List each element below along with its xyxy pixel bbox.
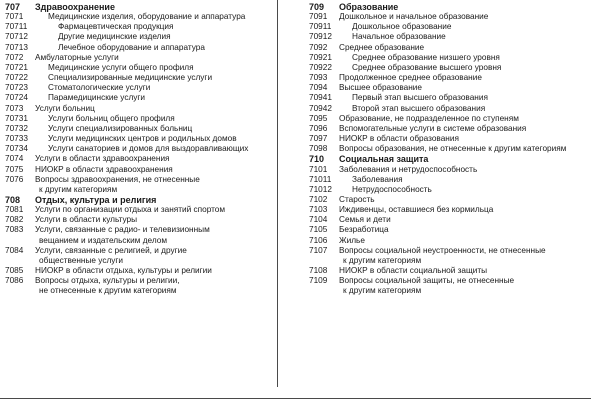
row-label: Первый этап высшего образования: [352, 93, 488, 103]
row-code: 71011: [309, 174, 332, 184]
classification-row: [5, 154, 273, 164]
classification-row: [5, 93, 273, 103]
classification-row: [5, 225, 273, 235]
row-code: 70922: [309, 62, 332, 72]
row-label: Отдых, культура и религия: [35, 194, 157, 205]
row-continuation: [5, 286, 273, 296]
row-code: 7102: [309, 194, 328, 204]
row-label: Иждивенцы, оставшиеся без кормильца: [339, 205, 494, 215]
classification-row: [309, 73, 591, 83]
row-code: 7095: [309, 113, 328, 123]
row-code: 7071: [5, 12, 24, 22]
row-label: Услуги, связанные с радио- и телевизионным: [35, 225, 210, 235]
row-code: 70941: [309, 93, 332, 103]
row-code: 70713: [5, 42, 28, 52]
section-heading: [309, 2, 591, 12]
classification-row: [309, 165, 591, 175]
row-label: вещанием и издательским делом: [39, 235, 168, 245]
classification-row: [309, 144, 591, 154]
row-label: Услуги в области культуры: [35, 215, 138, 225]
row-code: 7105: [309, 225, 328, 235]
row-code: [5, 286, 35, 296]
row-code: 7073: [5, 103, 24, 113]
row-code: 7074: [5, 154, 24, 164]
row-code: 7075: [5, 164, 24, 174]
right-column: [309, 2, 591, 297]
classification-row: [5, 83, 273, 93]
row-code: 70942: [309, 103, 332, 113]
row-label: Лечебное оборудование и аппаратура: [58, 42, 205, 52]
row-code: [309, 286, 339, 296]
row-label: Услуги санаториев и домов для выздоравливающих: [48, 144, 249, 154]
row-label: Специализированные медицинские услуги: [48, 73, 213, 83]
row-label: Среднее образование высшего уровня: [352, 62, 502, 72]
row-label: Вопросы образования, не отнесенные к другим категориям: [339, 144, 567, 154]
row-continuation: [5, 185, 273, 195]
row-continuation: [309, 286, 591, 296]
classification-row: [309, 185, 591, 195]
row-code: 7106: [309, 235, 328, 245]
row-code: 7072: [5, 52, 24, 62]
classification-row: [309, 124, 591, 134]
row-code: 7103: [309, 205, 328, 215]
classification-row: [5, 73, 273, 83]
row-label: НИОКР в области социальной защиты: [339, 266, 488, 276]
row-label: Образование: [339, 2, 399, 12]
classification-row: [5, 276, 273, 286]
row-label: Вспомогательные услуги в системе образования: [339, 123, 527, 133]
row-code: 70712: [5, 32, 28, 42]
classification-row: [309, 266, 591, 276]
row-code: 7101: [309, 164, 328, 174]
row-code: 7104: [309, 215, 328, 225]
row-label: Заболевания и нетрудоспособность: [339, 164, 478, 174]
classification-row: [5, 63, 273, 73]
row-code: 7107: [309, 245, 328, 255]
row-label: Начальное образование: [352, 32, 446, 42]
classification-row: [5, 165, 273, 175]
row-label: Дошкольное образование: [352, 22, 452, 32]
classification-row: [309, 205, 591, 215]
row-code: 7092: [309, 42, 328, 52]
row-code: 70921: [309, 52, 332, 62]
row-code: 710: [309, 154, 325, 165]
row-label: Услуги, связанные с религией, и другие: [35, 245, 187, 255]
row-code: 7109: [309, 276, 328, 286]
row-code: 70911: [309, 22, 332, 32]
row-label: Дошкольное и начальное образование: [339, 12, 489, 22]
row-label: не отнесенные к другим категориям: [39, 286, 177, 296]
left-column: [5, 2, 273, 297]
row-code: 707: [5, 2, 21, 12]
row-label: Здравоохранение: [35, 2, 115, 12]
row-label: Семья и дети: [339, 215, 391, 225]
row-label: общественные услуги: [39, 255, 124, 265]
row-label: к другим категориям: [343, 286, 422, 296]
row-label: Услуги больниц общего профиля: [48, 113, 175, 123]
row-label: Другие медицинские изделия: [58, 32, 171, 42]
classification-row: [5, 144, 273, 154]
row-code: 7083: [5, 225, 24, 235]
row-label: Заболевания: [352, 174, 403, 184]
row-code: 709: [309, 2, 325, 12]
row-code: 70721: [5, 62, 28, 72]
classification-row: [5, 53, 273, 63]
row-continuation: [5, 256, 273, 266]
row-code: 7093: [309, 73, 328, 83]
row-code: [5, 185, 35, 195]
row-code: 7097: [309, 134, 328, 144]
row-label: Нетрудоспособность: [352, 184, 432, 194]
row-label: Вопросы здравоохранения, не отнесенные: [35, 174, 200, 184]
classification-row: [309, 134, 591, 144]
row-code: 70732: [5, 123, 28, 133]
classification-row: [5, 205, 273, 215]
row-code: 7086: [5, 276, 24, 286]
row-label: Старость: [339, 194, 375, 204]
row-label: Продолженное среднее образование: [339, 73, 482, 83]
row-continuation: [309, 256, 591, 266]
classification-row: [309, 114, 591, 124]
row-code: 70722: [5, 73, 28, 83]
row-code: 70912: [309, 32, 332, 42]
row-label: Медицинские услуги общего профиля: [48, 62, 194, 72]
classification-row: [309, 22, 591, 32]
row-label: Услуги в области здравоохранения: [35, 154, 170, 164]
classification-row: [5, 215, 273, 225]
classification-row: [309, 175, 591, 185]
row-code: [309, 256, 339, 266]
row-continuation: [5, 236, 273, 246]
classification-row: [309, 276, 591, 286]
row-code: 70724: [5, 93, 28, 103]
row-label: Услуги больниц: [35, 103, 95, 113]
row-code: 7082: [5, 215, 24, 225]
row-code: 70711: [5, 22, 28, 32]
row-label: Услуги медицинских центров и родильных домов: [48, 134, 237, 144]
row-label: Вопросы социальной защиты, не отнесенные: [339, 276, 515, 286]
row-code: 7108: [309, 266, 328, 276]
row-code: 70734: [5, 144, 28, 154]
row-label: к другим категориям: [343, 255, 422, 265]
classification-row: [309, 83, 591, 93]
row-label: НИОКР в области образования: [339, 134, 459, 144]
row-label: Вопросы отдыха, культуры и религии,: [35, 276, 180, 286]
classification-row: [5, 114, 273, 124]
bottom-rule: [0, 398, 591, 399]
column-divider: [277, 0, 278, 387]
row-label: НИОКР в области здравоохранения: [35, 164, 173, 174]
classification-row: [309, 53, 591, 63]
section-heading: [309, 154, 591, 164]
row-label: Высшее образование: [339, 83, 422, 93]
row-code: 7084: [5, 245, 24, 255]
classification-row: [309, 63, 591, 73]
row-label: Фармацевтическая продукция: [58, 22, 174, 32]
row-label: Услуги специализированных больниц: [48, 123, 193, 133]
row-label: Среднее образование низшего уровня: [352, 52, 500, 62]
classification-row: [5, 124, 273, 134]
classification-row: [309, 12, 591, 22]
classification-row: [5, 104, 273, 114]
row-label: Социальная защита: [339, 154, 429, 165]
row-code: [5, 236, 35, 246]
classification-row: [5, 175, 273, 185]
classification-row: [5, 43, 273, 53]
row-code: 7098: [309, 144, 328, 154]
row-label: Безработица: [339, 225, 389, 235]
row-label: Вопросы социальной неустроенности, не отнесенные: [339, 245, 546, 255]
classification-row: [5, 22, 273, 32]
classification-row: [309, 43, 591, 53]
section-heading: [5, 2, 273, 12]
classification-row: [309, 246, 591, 256]
classification-row: [309, 215, 591, 225]
classification-row: [5, 12, 273, 22]
classification-row: [5, 134, 273, 144]
classification-row: [5, 266, 273, 276]
row-label: Стоматологические услуги: [48, 83, 151, 93]
section-heading: [5, 195, 273, 205]
row-code: 708: [5, 194, 21, 205]
row-code: 7081: [5, 205, 24, 215]
classification-row: [309, 236, 591, 246]
classification-row: [5, 246, 273, 256]
row-code: 70723: [5, 83, 28, 93]
row-label: НИОКР в области отдыха, культуры и религии: [35, 266, 212, 276]
classification-row: [309, 104, 591, 114]
row-label: Медицинские изделия, оборудование и аппаратура: [48, 12, 246, 22]
row-label: Амбулаторные услуги: [35, 52, 119, 62]
row-code: 7076: [5, 174, 24, 184]
row-label: Образование, не подразделенное по ступеням: [339, 113, 519, 123]
classification-row: [309, 93, 591, 103]
row-code: 70731: [5, 113, 28, 123]
classification-row: [309, 32, 591, 42]
row-code: 7085: [5, 266, 24, 276]
row-code: 7094: [309, 83, 328, 93]
classification-row: [309, 225, 591, 235]
classification-row: [5, 32, 273, 42]
classification-row: [309, 195, 591, 205]
row-label: к другим категориям: [39, 184, 118, 194]
row-label: Среднее образование: [339, 42, 425, 52]
row-code: 7091: [309, 12, 328, 22]
row-label: Жилье: [339, 235, 365, 245]
row-code: 71012: [309, 184, 332, 194]
row-label: Парамедицинские услуги: [48, 93, 146, 103]
row-label: Второй этап высшего образования: [352, 103, 486, 113]
row-code: [5, 256, 35, 266]
row-label: Услуги по организации отдыха и занятий спортом: [35, 205, 226, 215]
row-code: 7096: [309, 123, 328, 133]
row-code: 70733: [5, 134, 28, 144]
